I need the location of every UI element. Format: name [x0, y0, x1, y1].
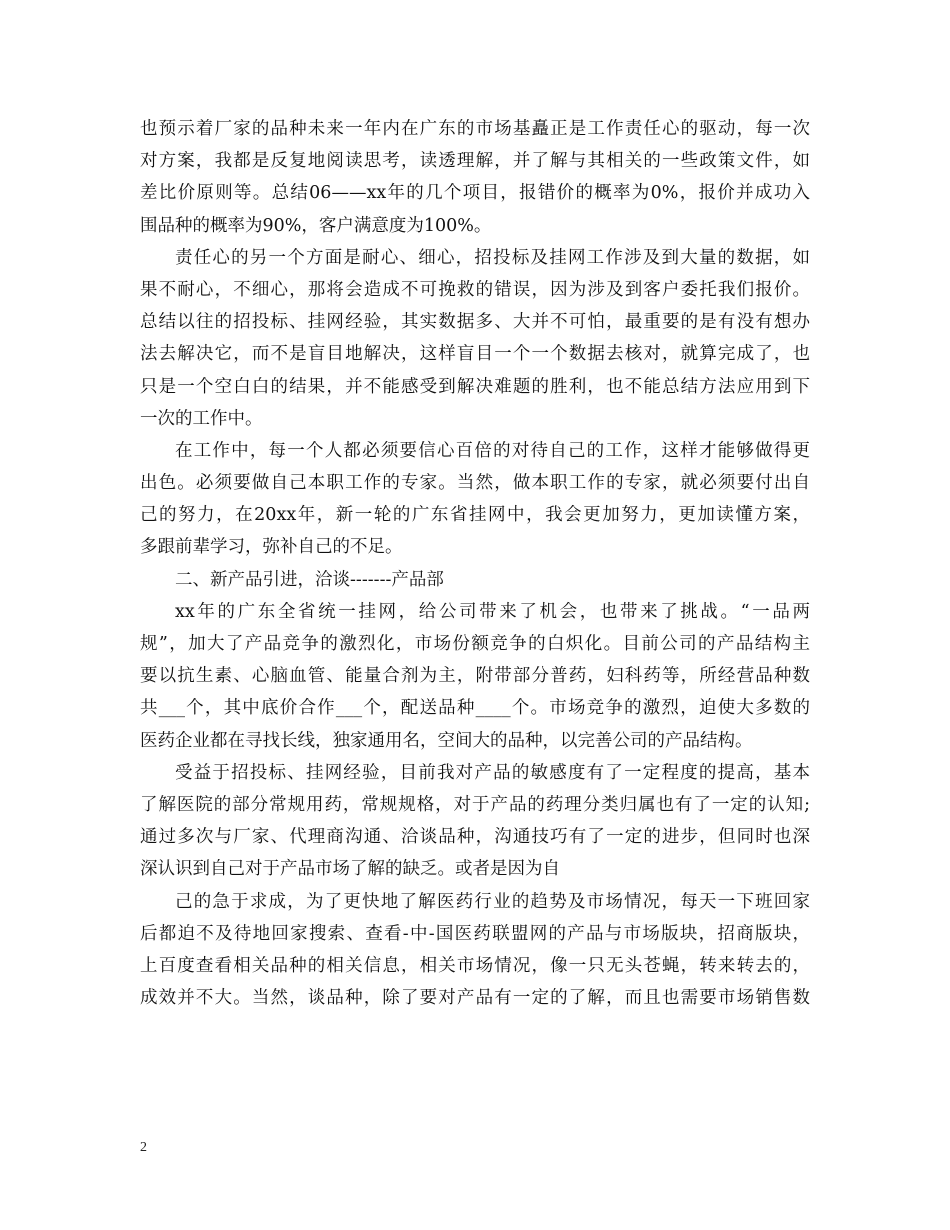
- text-line: 果不耐心，不细心，那将会造成不可挽救的错误，因为涉及到客户委托我们报价。: [140, 279, 810, 300]
- text-line: 规”，加大了产品竞争的激烈化，市场份额竞争的白炽化。目前公司的产品结构主: [140, 634, 810, 654]
- text-line: 医药企业都在寻找长线，独家通用名，空间大的品种，以完善公司的产品结构。: [140, 730, 753, 751]
- text-line: 在工作中，每一个人都必须要信心百倍的对待自己的工作，这样才能够做得更: [175, 440, 810, 461]
- text-line: 通过多次与厂家、代理商沟通、洽谈品种，沟通技巧有了一定的进步，但同时也深: [140, 827, 810, 848]
- text-line: 受益于招投标、挂网经验，目前我对产品的敏感度有了一定程度的提高，基本: [175, 762, 810, 783]
- text-line: xx年的广东全省统一挂网，给公司带来了机会，也带来了挑战。“一品两: [175, 601, 810, 622]
- text-line: 后都迫不及待地回家搜索、查看-中-国医药联盟网的产品与市场版块，招商版块，: [140, 923, 810, 944]
- text-line: 成效并不大。当然，谈品种，除了要对产品有一定的了解，而且也需要市场销售数: [140, 988, 810, 1009]
- text-line: 上百度查看相关品种的相关信息，相关市场情况，像一只无头苍蝇，转来转去的，: [140, 955, 810, 976]
- text-line: 共___个，其中底价合作___个，配送品种____个。市场竞争的激烈，迫使大多数的: [140, 698, 810, 719]
- text-line: 要以抗生素、心脑血管、能量合剂为主，附带部分普药，妇科药等，所经营品种数: [140, 666, 810, 687]
- text-line: 只是一个空白白的结果，并不能感受到解决难题的胜利，也不能总结方法应用到下: [140, 376, 810, 397]
- text-line: 一次的工作中。: [140, 408, 263, 429]
- text-line: 差比价原则等。总结06——xx年的几个项目，报错价的概率为0%，报价并成功入: [140, 183, 810, 204]
- text-line: 责任心的另一个方面是耐心、细心，招投标及挂网工作涉及到大量的数据，如: [175, 247, 810, 268]
- text-line: 也预示着厂家的品种未来一年内在广东的市场基矗正是工作责任心的驱动，每一次: [140, 119, 810, 139]
- text-line: 出色。必须要做自己本职工作的专家。当然，做本职工作的专家，就必须要付出自: [140, 473, 810, 494]
- text-line: 法去解决它，而不是盲目地解决，这样盲目一个一个数据去核对，就算完成了，也: [140, 344, 810, 365]
- text-line: 多跟前辈学习，弥补自己的不足。: [140, 537, 403, 558]
- text-line: 对方案，我都是反复地阅读思考，读透理解，并了解与其相关的一些政策文件，如: [140, 151, 810, 172]
- text-line: 己的急于求成，为了更快地了解医药行业的趋势及市场情况，每天一下班回家: [175, 891, 810, 912]
- text-line: 己的努力，在20xx年，新一轮的广东省挂网中，我会更加努力，更加读懂方案，: [140, 505, 810, 526]
- page-number: 2: [140, 1140, 147, 1155]
- text-line: 二、新产品引进，洽谈-------产品部: [175, 569, 444, 590]
- text-line: 围品种的概率为90%，客户满意度为100%。: [140, 215, 492, 236]
- text-line: 深认识到自己对于产品市场了解的缺乏。或者是因为自: [140, 859, 560, 880]
- text-line: 了解医院的部分常规用药，常规规格，对于产品的药理分类归属也有了一定的认知;: [140, 794, 810, 815]
- document-body: [140, 113, 810, 1014]
- text-line: 总结以往的招投标、挂网经验，其实数据多、大并不可怕，最重要的是有没有想办: [140, 312, 810, 333]
